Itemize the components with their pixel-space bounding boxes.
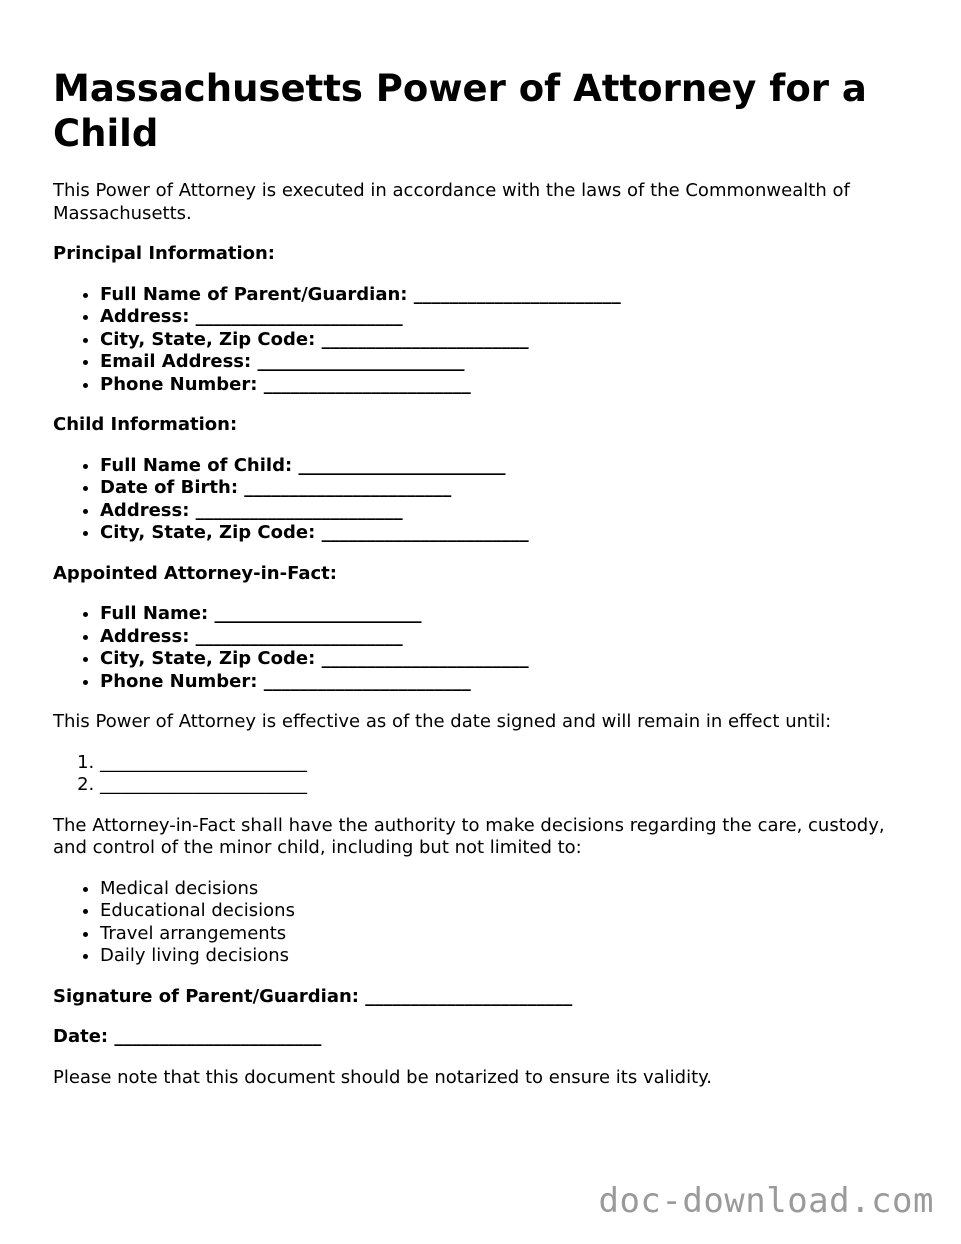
attorney-field-phone: • Phone Number: _______________________ [100, 671, 913, 694]
child-field-name: • Full Name of Child: _______________________ [100, 455, 913, 478]
notarization-note: Please note that this document should be notarized to ensure its validity. [53, 1066, 712, 1088]
attorney-heading: Appointed Attorney-in-Fact: [53, 562, 337, 584]
principal-field-city-state-zip: • City, State, Zip Code: _______________________ [100, 329, 913, 352]
authority-item-medical: • Medical decisions [100, 878, 913, 901]
authority-paragraph: The Attorney-in-Fact shall have the authority to make decisions regarding the care, custody, and control of the minor child, including but not limited to: [53, 814, 885, 858]
authority-list [53, 878, 913, 968]
effective-end-item: 2. _______________________ [100, 774, 913, 797]
authority-item-daily-living: • Daily living decisions [100, 945, 913, 968]
attorney-field-city-state-zip: • City, State, Zip Code: _______________________ [100, 648, 913, 671]
principal-field-address: • Address: _______________________ [100, 306, 913, 329]
principal-heading: Principal Information: [53, 243, 276, 264]
principal-field-phone: • Phone Number: _______________________ [100, 374, 913, 397]
attorney-field-address: • Address: _______________________ [100, 626, 913, 649]
child-field-birth-date: • Date of Birth: _______________________ [100, 477, 913, 500]
child-field-list [53, 455, 913, 545]
child-field-city-state-zip: • City, State, Zip Code: _______________________ [100, 522, 913, 545]
document-page [53, 66, 913, 1107]
authority-item-educational: • Educational decisions [100, 900, 913, 923]
date-line: Date: _______________________ [53, 1026, 322, 1047]
child-field-address: • Address: _______________________ [100, 500, 913, 523]
attorney-field-list [53, 603, 913, 693]
watermark: doc-download.com [598, 1181, 934, 1221]
effective-end-item: 1. _______________________ [100, 752, 913, 775]
principal-field-parent-name: • Full Name of Parent/Guardian: _______________________ [100, 284, 913, 307]
effective-end-list [53, 752, 913, 797]
authority-item-travel: • Travel arrangements [100, 923, 913, 946]
principal-field-email: • Email Address: _______________________ [100, 351, 913, 374]
signature-line: Signature of Parent/Guardian: _______________________ [53, 985, 573, 1007]
intro-paragraph: This Power of Attorney is executed in accordance with the laws of the Commonwealth of Massachusetts. [53, 180, 850, 224]
child-heading: Child Information: [53, 414, 238, 435]
attorney-field-name: • Full Name: _______________________ [100, 603, 913, 626]
document-title: Massachusetts Power of Attorney for a Child [53, 67, 867, 155]
effective-paragraph: This Power of Attorney is effective as of the date signed and will remain in effect until: [53, 711, 832, 732]
principal-field-list [53, 284, 913, 397]
